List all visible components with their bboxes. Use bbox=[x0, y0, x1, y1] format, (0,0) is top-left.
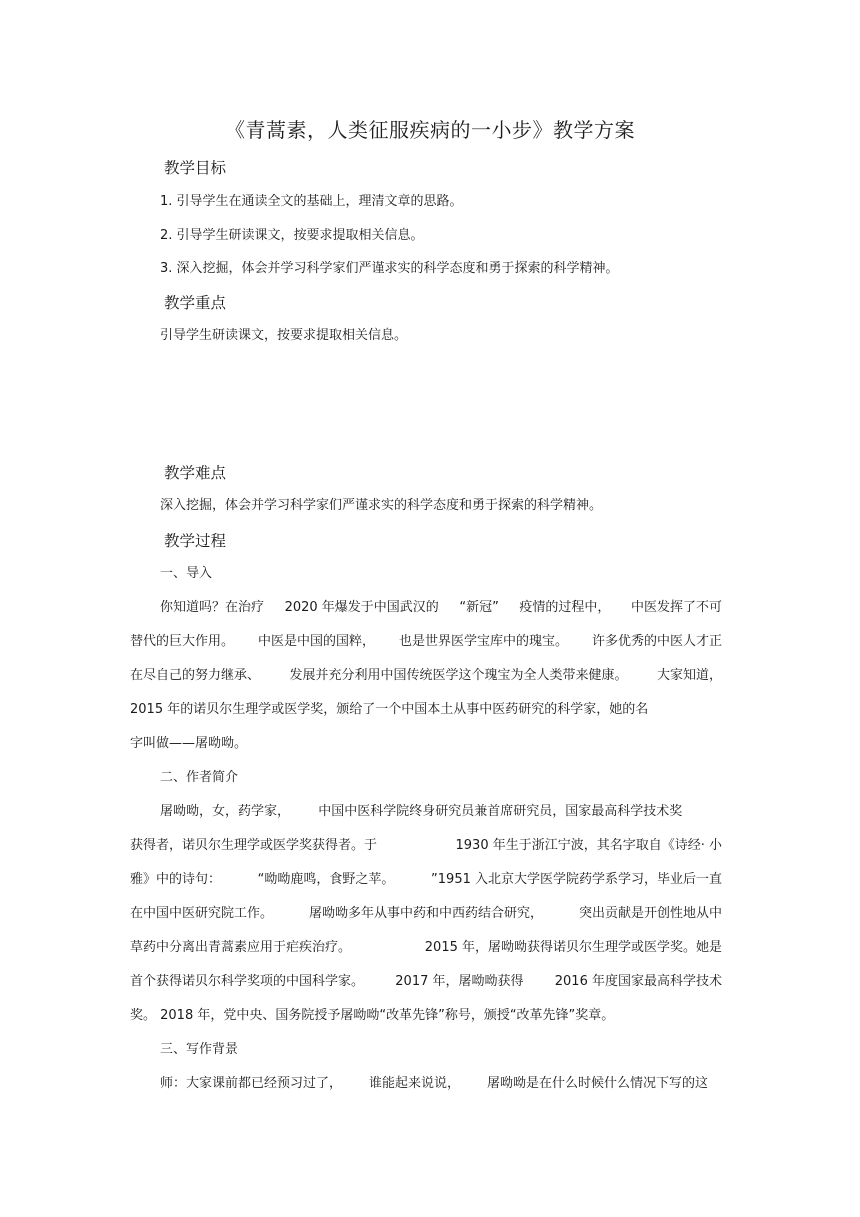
background-line-1 bbox=[130, 1074, 708, 1094]
intro-line-2-seg: 许多优秀的中医人才正 bbox=[591, 634, 722, 649]
author-line-6-seg: 2016 年度国家最高科学技术 bbox=[554, 974, 722, 989]
document-title: 《青蒿素，人类征服疾病的一小步》教学方案 bbox=[225, 118, 635, 142]
intro-line-2-seg: 中医是中国的国粹， bbox=[257, 634, 375, 649]
author-line-4-seg: 屠呦呦多年从事中药和中西药结合研究， bbox=[308, 906, 543, 921]
author-line-3-seg: “呦呦鹿鸣，食野之苹。 bbox=[257, 872, 395, 887]
intro-line-3-seg: 大家知道， bbox=[656, 668, 722, 683]
difficulties-text: 深入挖掘，体会并学习科学家们严谨求实的科学态度和勇于探索的科学精神。 bbox=[160, 498, 603, 513]
intro-line-2 bbox=[130, 632, 722, 652]
intro-line-2-seg: 替代的巨大作用。 bbox=[130, 634, 235, 649]
goal-item-1: 1. 引导学生在通读全文的基础上，理清文章的思路。 bbox=[160, 194, 463, 209]
intro-line-3-seg: 在尽自己的努力继承、 bbox=[130, 668, 261, 683]
intro-line-3 bbox=[130, 666, 722, 686]
heading-difficulties: 教学难点 bbox=[164, 464, 227, 482]
intro-line-3-seg: 发展并充分利用中国传统医学这个瑰宝为全人类带来健康。 bbox=[289, 668, 628, 683]
key-points-text: 引导学生研读课文，按要求提取相关信息。 bbox=[160, 328, 408, 343]
author-line-5-seg: 2015 年，屠呦呦获得诺贝尔生理学或医学奖。她是 bbox=[424, 940, 722, 955]
author-line-6 bbox=[130, 972, 722, 992]
intro-line-1 bbox=[130, 598, 722, 618]
heading-process: 教学过程 bbox=[164, 532, 227, 550]
author-line-5-seg: 草药中分离出青蒿素应用于疟疾治疗。 bbox=[130, 940, 352, 955]
background-line-1-seg: 师：大家课前都已经预习过了， bbox=[160, 1076, 343, 1091]
intro-line-1-seg: 2020 年爆发于中国武汉的 bbox=[284, 600, 439, 615]
goal-item-2: 2. 引导学生研读课文，按要求提取相关信息。 bbox=[160, 228, 424, 243]
background-line-1-seg: 谁能起来说说， bbox=[368, 1076, 460, 1091]
author-line-3 bbox=[130, 870, 722, 890]
subheading-author: 二、作者简介 bbox=[160, 770, 239, 785]
intro-line-1-seg: 疫情的过程中， bbox=[519, 600, 611, 615]
subheading-intro: 一、导入 bbox=[160, 566, 213, 581]
background-line-1-seg: 屠呦呦是在什么时候什么情况下写的这 bbox=[486, 1076, 708, 1091]
intro-line-4: 2015 年的诺贝尔生理学或医学奖，颁给了一个中国本土从事中医药研究的科学家，她的名 bbox=[130, 702, 649, 717]
intro-line-2-seg: 也是世界医学宝库中的瑰宝。 bbox=[398, 634, 568, 649]
intro-line-1-seg: 你知道吗？在治疗 bbox=[160, 600, 265, 615]
author-line-3-seg: ”1951 入北京大学医学院药学系学习，毕业后一直 bbox=[431, 872, 722, 887]
author-line-1-seg: 中国中医科学院终身研究员兼首席研究员，国家最高科学技术奖 bbox=[318, 804, 683, 819]
subheading-background: 三、写作背景 bbox=[160, 1042, 239, 1057]
author-line-7: 奖。 2018 年，党中央、国务院授予屠呦呦“改革先锋”称号，颁授“改革先锋”奖章。 bbox=[130, 1008, 615, 1023]
author-line-1 bbox=[130, 802, 722, 822]
author-line-6-seg: 首个获得诺贝尔科学奖项的中国科学家。 bbox=[130, 974, 365, 989]
intro-line-1-seg: 中医发挥了不可 bbox=[630, 600, 722, 615]
author-line-2-seg: 1930 年生于浙江宁波，其名字取自《诗经· 小 bbox=[455, 838, 722, 853]
author-line-1-seg: 屠呦呦，女，药学家， bbox=[160, 804, 291, 819]
heading-key-points: 教学重点 bbox=[164, 294, 227, 312]
author-line-2 bbox=[130, 836, 722, 856]
goal-item-3: 3. 深入挖掘，体会并学习科学家们严谨求实的科学态度和勇于探索的科学精神。 bbox=[160, 261, 619, 276]
author-line-6-seg: 2017 年，屠呦呦获得 bbox=[395, 974, 524, 989]
author-line-4-seg: 突出贡献是开创性地从中 bbox=[578, 906, 722, 921]
author-line-4-seg: 在中国中医研究院工作。 bbox=[130, 906, 274, 921]
intro-line-5: 字叫做——屠呦呦。 bbox=[130, 736, 248, 751]
heading-goals: 教学目标 bbox=[164, 159, 227, 177]
intro-line-1-seg: “新冠” bbox=[459, 600, 499, 615]
author-line-3-seg: 雅》中的诗句： bbox=[130, 872, 222, 887]
author-line-4 bbox=[130, 904, 722, 924]
author-line-5 bbox=[130, 938, 722, 958]
author-line-2-seg: 获得者，诺贝尔生理学或医学奖获得者。于 bbox=[130, 838, 378, 853]
